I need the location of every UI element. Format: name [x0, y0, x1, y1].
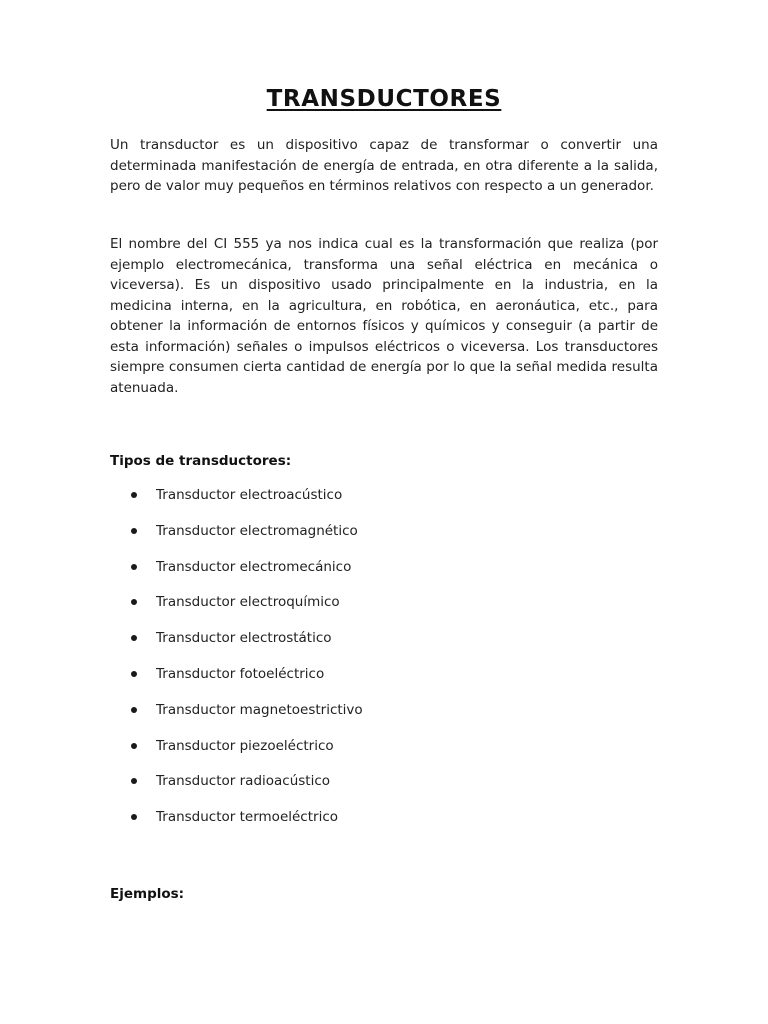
intro-paragraph: Un transductor es un dispositivo capaz de transformar o convertir una determinada manifestación de energía de entrada, en otra diferente a la salida, pero de valor muy pequeños en términos relativos con respecto a un generador.	[110, 137, 658, 194]
list-item-label: Transductor electroquímico	[156, 594, 340, 611]
list-item-label: Transductor magnetoestrictivo	[156, 701, 363, 718]
list-item	[110, 771, 658, 807]
bullet-icon	[131, 743, 137, 749]
bullet-icon	[131, 778, 137, 784]
list-item	[110, 736, 658, 772]
examples-heading: Ejemplos:	[110, 886, 185, 902]
list-item	[110, 664, 658, 700]
list-item	[110, 592, 658, 628]
list-item-label: Transductor electromagnético	[156, 522, 358, 539]
bullet-icon	[131, 599, 137, 605]
list-item-label: Transductor termoeléctrico	[156, 809, 338, 826]
bullet-icon	[131, 635, 137, 641]
bullet-icon	[131, 707, 137, 713]
description-paragraph: El nombre del CI 555 ya nos indica cual es la transformación que realiza (por ejemplo electromecánica, transforma una señal eléctrica en mecánica o viceversa). Es un dispositivo usado principalmente en la industria, en la medicina interna, en la agricultura, en robótica, en aeronáutica, etc., para obtener la información de entornos físicos y químicos y conseguir (a partir de esta información) señales o impulsos eléctricos o viceversa. Los transductores siempre consumen cierta cantidad de energía por lo que la señal medida resulta atenuada.	[110, 236, 658, 396]
list-item	[110, 807, 658, 843]
bullet-icon	[131, 492, 137, 498]
types-heading: Tipos de transductores:	[110, 453, 292, 469]
bullet-icon	[131, 814, 137, 820]
list-item-label: Transductor electrostático	[156, 630, 332, 647]
list-item-label: Transductor piezoeléctrico	[156, 737, 334, 754]
list-item	[110, 485, 658, 521]
bullet-icon	[131, 528, 137, 534]
list-item	[110, 628, 658, 664]
list-item-label: Transductor electroacústico	[156, 487, 343, 503]
page-title: TRANSDUCTORES	[266, 86, 502, 112]
bullet-icon	[131, 671, 137, 677]
types-list	[110, 485, 658, 843]
bullet-icon	[131, 564, 137, 570]
list-item-label: Transductor electromecánico	[156, 558, 352, 575]
list-item-label: Transductor radioacústico	[156, 773, 331, 790]
list-item	[110, 557, 658, 593]
list-item	[110, 700, 658, 736]
list-item	[110, 521, 658, 557]
list-item-label: Transductor fotoeléctrico	[156, 665, 325, 682]
